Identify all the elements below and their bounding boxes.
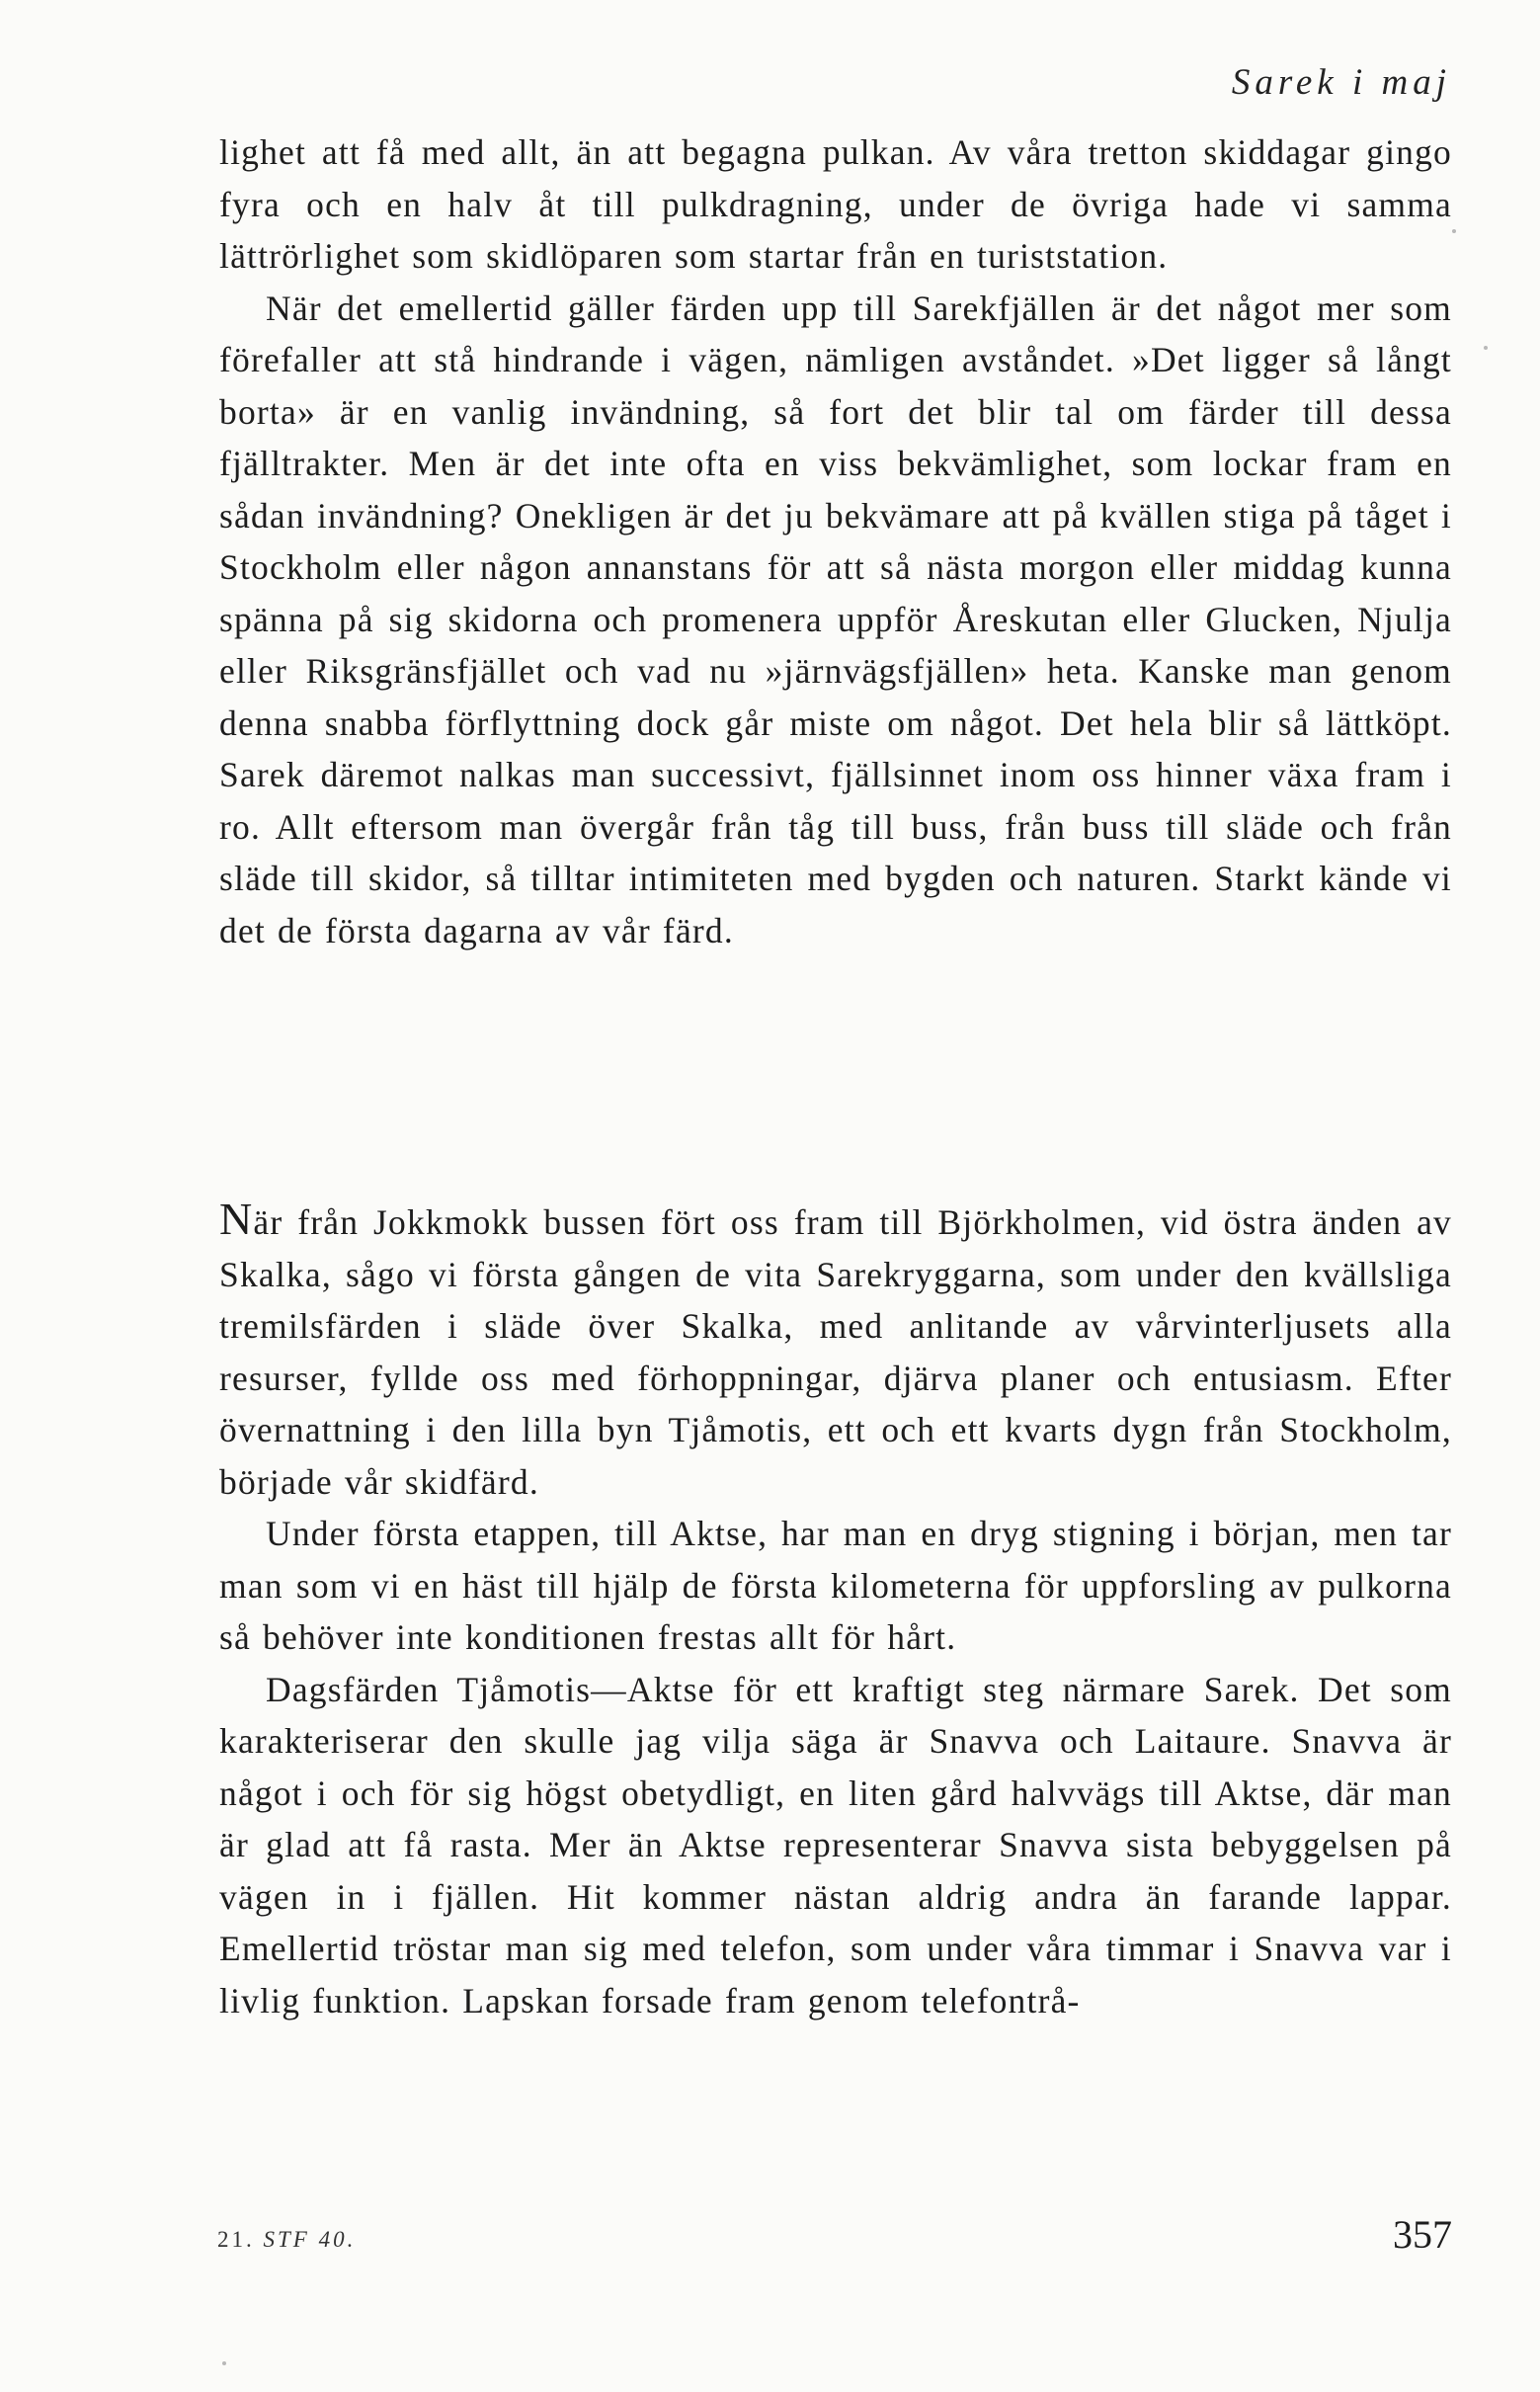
text-block-upper: [219, 126, 1452, 956]
signature-text: STF 40.: [263, 2227, 357, 2252]
paper-speck: [222, 2361, 226, 2365]
paragraph: Under första etappen, till Aktse, har man en dryg stigning i början, men tar man som vi en häst till hjälp de första kilometerna för uppforsling av pulkorna så behöver inte konditionen frestas allt för hårt.: [219, 1514, 1452, 1657]
paragraph-continued: lighet att få med allt, än att begagna pulkan. Av våra tretton skiddagar gingo fyra och en halv åt till pulkdragning, under de övriga hade vi samma lättrörlighet som skidlöparen som startar från en turiststation.: [219, 132, 1452, 276]
page-number: 357: [1393, 2212, 1452, 2257]
running-head: Sarek i maj: [1231, 62, 1451, 103]
opening-paragraph-text: är från Jokkmokk bussen fört oss fram till Björkholmen, vid östra änden av Skalka, sågo vi första gången de vita Sarekryggarna, som under den kvällsliga tremilsfärden i släde över Skalka, med anlitande av vårvinterljusets alla resurser, fyllde oss med förhoppningar, djärva planer och entusiasm. Efter övernattning i den lilla byn Tjåmotis, ett och ett kvarts dygn från Stockholm, började vår skidfärd.: [219, 1202, 1452, 1502]
text-block-lower: [219, 1196, 1452, 2026]
paper-speck: [1452, 229, 1456, 233]
paragraph: Dagsfärden Tjåmotis—Aktse för ett kraftigt steg närmare Sarek. Det som karakteriserar den skulle jag vilja säga är Snavva och Laitaure. Snavva är något i och för sig högst obetydligt, en liten gård halvvägs till Aktse, där man är glad att få rasta. Mer än Aktse representerar Snavva sista bebyggelsen på vägen in i fjällen. Hit kommer nästan aldrig andra än farande lappar. Emellertid tröstar man sig med telefon, som under våra timmar i Snavva var i livlig funktion. Lapskan forsade fram genom telefontrå-: [219, 1669, 1452, 2021]
initial-letter: N: [219, 1194, 254, 1244]
printer-signature: [217, 2227, 356, 2253]
section-opening-paragraph: [219, 1196, 1452, 1508]
paragraph: När det emellertid gäller färden upp till Sarekfjällen är det något mer som förefaller att stå hindrande i vägen, nämligen avståndet. »Det ligger så långt borta» är en vanlig invändning, så fort det blir tal om färder till dessa fjälltrakter. Men är det inte ofta en viss bekvämlighet, som lockar fram en sådan invändning? Onekligen är det ju bekvämare att på kvällen stiga på tåget i Stockholm eller någon annanstans för att så nästa morgon eller middag kunna spänna på sig skidorna och promenera uppför Åreskutan eller Glucken, Njulja eller Riksgränsfjället och vad nu »järnvägsfjällen» heta. Kanske man genom denna snabba förflyttning dock går miste om något. Det hela blir så lättköpt. Sarek däremot nalkas man successivt, fjällsinnet inom oss hinner växa fram i ro. Allt eftersom man övergår från tåg till buss, från buss till släde och från släde till skidor, så tilltar intimiteten med bygden och naturen. Starkt kände vi det de första dagarna av vår färd.: [219, 288, 1452, 950]
paper-speck: [1484, 346, 1488, 350]
signature-number: 21.: [217, 2227, 255, 2252]
